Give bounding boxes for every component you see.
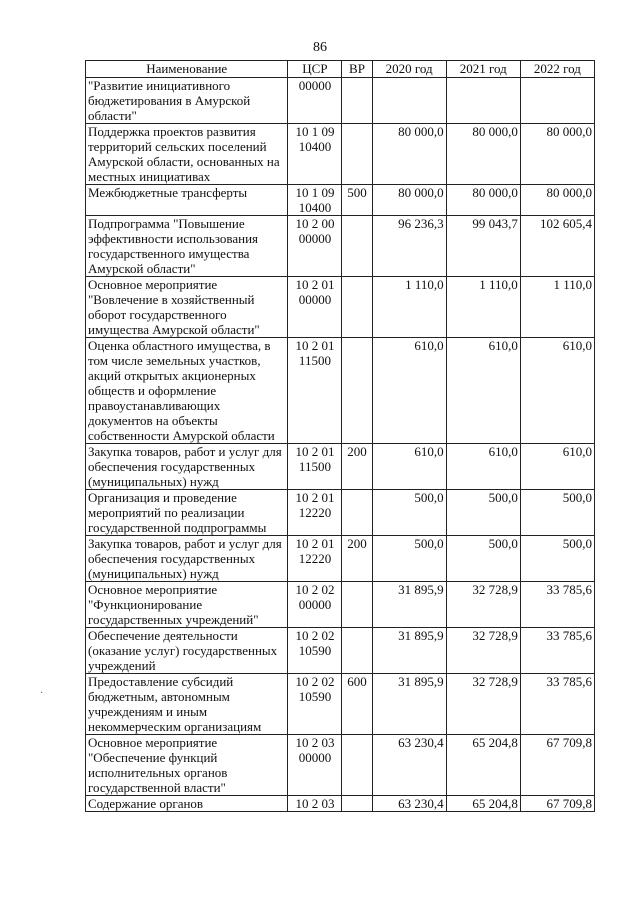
row-2020: 610,0 [372, 444, 446, 490]
header-row [86, 61, 595, 78]
row-2022: 67 709,8 [520, 735, 594, 796]
row-2020: 500,0 [372, 490, 446, 536]
row-name: Межбюджетные трансферты [86, 185, 288, 216]
row-2021: 32 728,9 [446, 674, 520, 735]
table-row [86, 628, 595, 674]
row-name: Основное мероприятие "Обеспечение функций исполнительных органов государственной власти" [86, 735, 288, 796]
row-csr: 10 1 09 10400 [288, 124, 342, 185]
row-2021: 99 043,7 [446, 216, 520, 277]
row-vr [342, 582, 372, 628]
table-row [86, 78, 595, 124]
row-2020: 31 895,9 [372, 628, 446, 674]
row-2022: 67 709,8 [520, 796, 594, 812]
row-csr: 10 2 01 11500 [288, 338, 342, 444]
table-row [86, 735, 595, 796]
row-2021: 1 110,0 [446, 277, 520, 338]
row-csr: 00000 [288, 78, 342, 124]
row-vr: 200 [342, 536, 372, 582]
row-2021: 65 204,8 [446, 735, 520, 796]
row-csr: 10 2 01 12220 [288, 490, 342, 536]
row-2022: 102 605,4 [520, 216, 594, 277]
table-row [86, 216, 595, 277]
row-csr: 10 2 01 00000 [288, 277, 342, 338]
table-row [86, 277, 595, 338]
table-row [86, 674, 595, 735]
row-name: Организация и проведение мероприятий по реализации государственной подпрограммы [86, 490, 288, 536]
row-2021: 65 204,8 [446, 796, 520, 812]
row-2020 [372, 78, 446, 124]
row-vr [342, 628, 372, 674]
table-row [86, 536, 595, 582]
row-name: Закупка товаров, работ и услуг для обеспечения государственных (муниципальных) нужд [86, 536, 288, 582]
row-2022: 80 000,0 [520, 185, 594, 216]
row-2022: 33 785,6 [520, 628, 594, 674]
row-vr: 600 [342, 674, 372, 735]
row-vr [342, 216, 372, 277]
row-2022: 500,0 [520, 490, 594, 536]
row-2020: 31 895,9 [372, 674, 446, 735]
row-name: Содержание органов [86, 796, 288, 812]
row-2022 [520, 78, 594, 124]
row-csr: 10 2 01 12220 [288, 536, 342, 582]
row-name: Подпрограмма "Повышение эффективности использования государственного имущества Амурской области" [86, 216, 288, 277]
row-2022: 500,0 [520, 536, 594, 582]
row-vr: 500 [342, 185, 372, 216]
budget-table [85, 60, 595, 812]
row-2021: 500,0 [446, 490, 520, 536]
row-2021: 80 000,0 [446, 185, 520, 216]
row-2020: 80 000,0 [372, 124, 446, 185]
row-2020: 31 895,9 [372, 582, 446, 628]
row-name: Основное мероприятие "Функционирование государственных учреждений" [86, 582, 288, 628]
row-2021: 80 000,0 [446, 124, 520, 185]
row-csr: 10 2 01 11500 [288, 444, 342, 490]
row-csr: 10 2 02 10590 [288, 674, 342, 735]
row-vr [342, 277, 372, 338]
row-2020: 96 236,3 [372, 216, 446, 277]
row-vr [342, 490, 372, 536]
header-2021: 2021 год [446, 61, 520, 78]
table-row [86, 338, 595, 444]
table-row [86, 796, 595, 812]
row-2022: 1 110,0 [520, 277, 594, 338]
row-2021: 610,0 [446, 444, 520, 490]
table-row [86, 124, 595, 185]
row-2022: 33 785,6 [520, 674, 594, 735]
stray-mark: · [40, 688, 44, 699]
row-2020: 500,0 [372, 536, 446, 582]
row-name: Поддержка проектов развития территорий сельских поселений Амурской области, основанных на местных инициативах [86, 124, 288, 185]
row-vr [342, 78, 372, 124]
header-vr: ВР [342, 61, 372, 78]
row-name: Оценка областного имущества, в том числе земельных участков, акций открытых акционерных обществ и оформление правоустанавливающих документов на объекты собственности Амурской области [86, 338, 288, 444]
row-name: Закупка товаров, работ и услуг для обеспечения государственных (муниципальных) нужд [86, 444, 288, 490]
row-2020: 1 110,0 [372, 277, 446, 338]
row-2020: 63 230,4 [372, 796, 446, 812]
row-csr: 10 2 03 00000 [288, 735, 342, 796]
row-2021: 32 728,9 [446, 628, 520, 674]
row-vr [342, 338, 372, 444]
row-csr: 10 1 09 10400 [288, 185, 342, 216]
row-2020: 63 230,4 [372, 735, 446, 796]
table-row [86, 490, 595, 536]
row-2021: 32 728,9 [446, 582, 520, 628]
row-name: Предоставление субсидий бюджетным, автономным учреждениям и иным некоммерческим организациям [86, 674, 288, 735]
header-csr: ЦСР [288, 61, 342, 78]
header-name: Наименование [86, 61, 288, 78]
row-vr: 200 [342, 444, 372, 490]
row-2022: 80 000,0 [520, 124, 594, 185]
row-2022: 610,0 [520, 444, 594, 490]
row-csr: 10 2 03 [288, 796, 342, 812]
row-vr [342, 735, 372, 796]
header-2020: 2020 год [372, 61, 446, 78]
row-2022: 33 785,6 [520, 582, 594, 628]
table-row [86, 444, 595, 490]
row-vr [342, 796, 372, 812]
row-name: Основное мероприятие "Вовлечение в хозяйственный оборот государственного имущества Амурской области" [86, 277, 288, 338]
header-2022: 2022 год [520, 61, 594, 78]
row-csr: 10 2 02 00000 [288, 582, 342, 628]
row-2021 [446, 78, 520, 124]
row-2020: 610,0 [372, 338, 446, 444]
row-2021: 500,0 [446, 536, 520, 582]
table-row [86, 582, 595, 628]
row-2021: 610,0 [446, 338, 520, 444]
page-number: 86 [313, 40, 327, 55]
row-2022: 610,0 [520, 338, 594, 444]
row-name: "Развитие инициативного бюджетирования в Амурской области" [86, 78, 288, 124]
row-vr [342, 124, 372, 185]
table-row [86, 185, 595, 216]
row-2020: 80 000,0 [372, 185, 446, 216]
row-csr: 10 2 02 10590 [288, 628, 342, 674]
row-csr: 10 2 00 00000 [288, 216, 342, 277]
row-name: Обеспечение деятельности (оказание услуг) государственных учреждений [86, 628, 288, 674]
